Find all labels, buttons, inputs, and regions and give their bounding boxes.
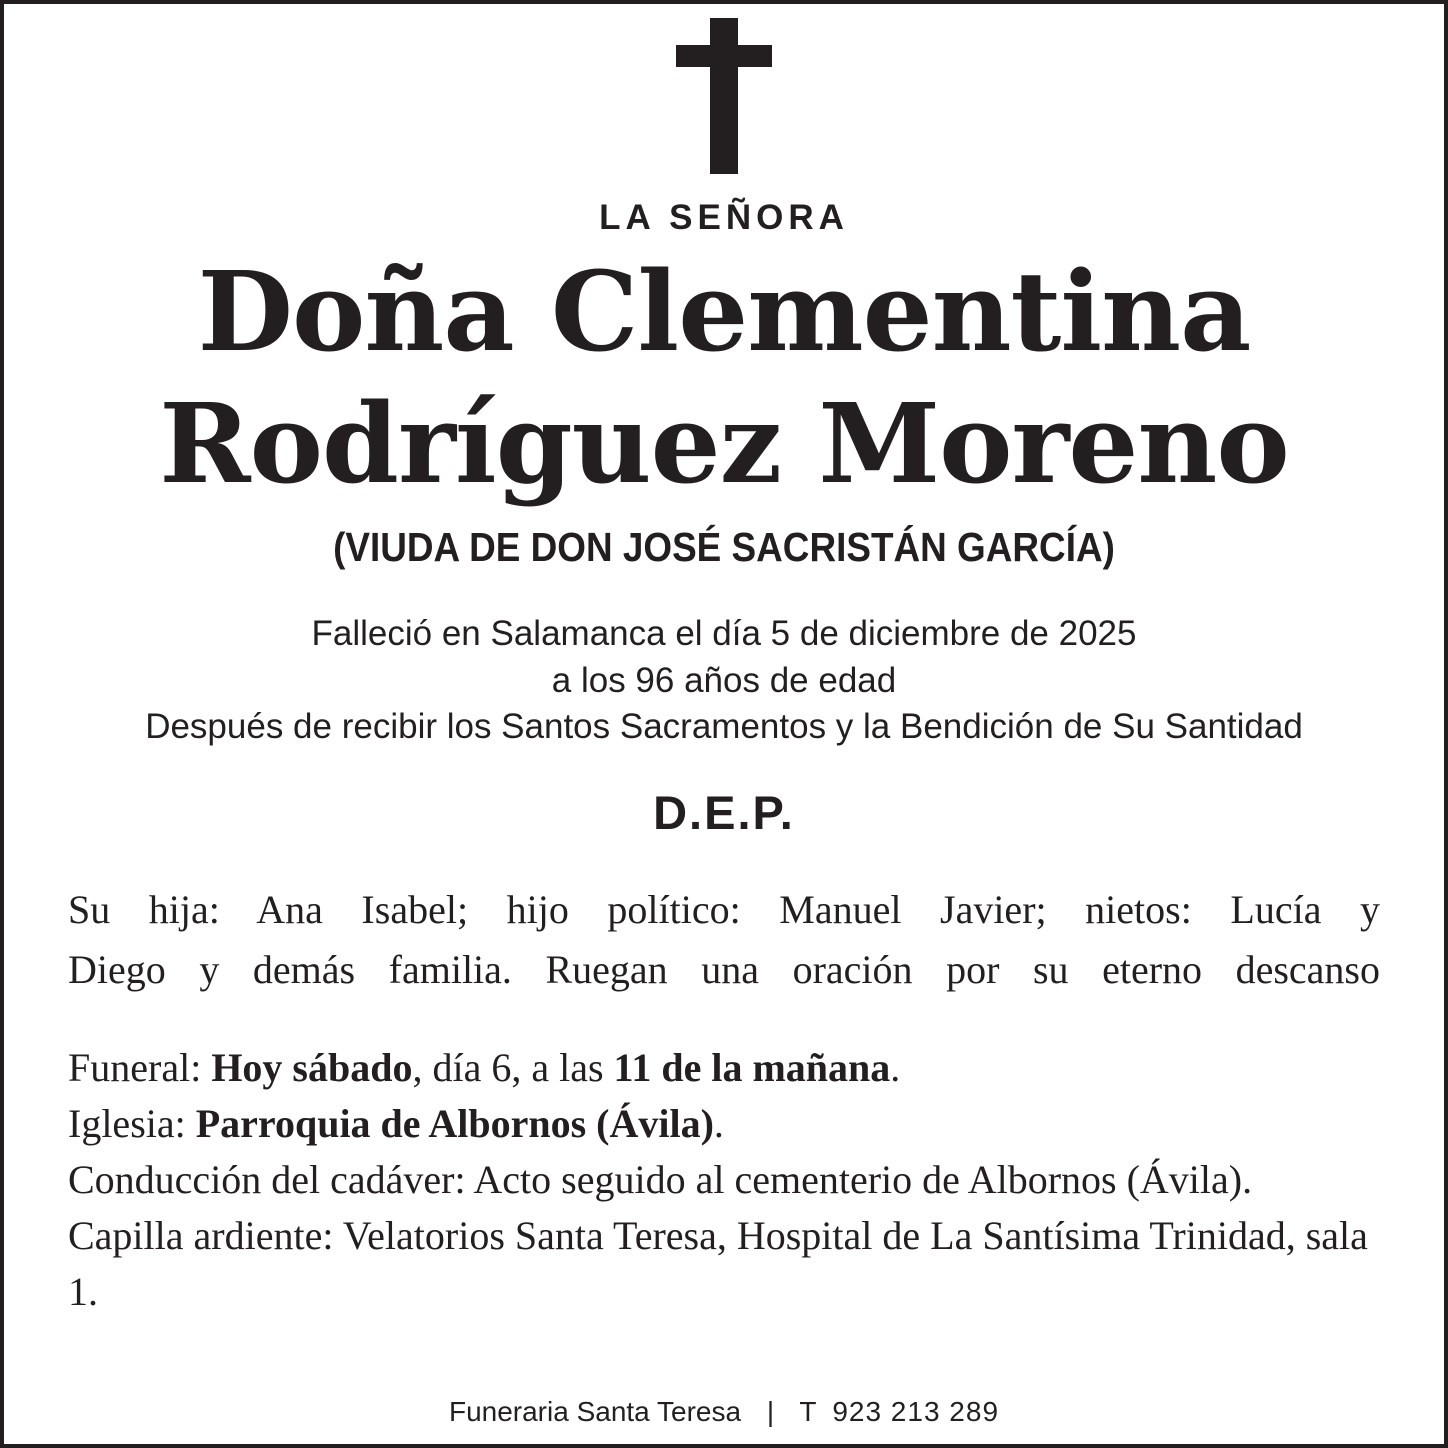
widow-relation: (VIUDA DE DON JOSÉ SACRISTÁN GARCÍA) [333,524,1115,571]
deceased-name-line-2: Rodríguez Moreno [159,379,1289,509]
death-info [4,611,1444,750]
service-line-funeral: Funeral: Hoy sábado, día 6, a las 11 de la mañana. [68,1045,901,1090]
service-line-church: Iglesia: Parroquia de Albornos (Ávila). [68,1101,724,1146]
footer-separator: | [766,1396,775,1427]
honorific-title: LA SEÑORA [599,198,849,237]
service-line-chapel: Capilla ardiente: Velatorios Santa Teresa, Hospital de La Santísima Trinidad, sala 1. [68,1213,1368,1314]
family-paragraph [68,880,1380,1000]
phone-number: 923 213 289 [832,1396,1000,1427]
funeral-home-name: Funeraria Santa Teresa [448,1396,742,1427]
phone-label: T [799,1396,817,1427]
dep-abbreviation: D.E.P. [653,785,795,839]
family-line: Su hija: Ana Isabel; hijo político: Manuel Javier; nietos: Lucía y [68,887,1380,932]
cross-icon [676,18,772,174]
family-line: Diego y demás familia. Ruegan una oración por su eterno descanso [68,947,1380,992]
death-sacraments: Después de recibir los Santos Sacramentos y la Bendición de Su Santidad [145,706,1303,746]
deceased-name-line-1: Doña Clementina [197,247,1251,377]
death-age: a los 96 años de edad [551,660,897,700]
service-details [68,1040,1380,1320]
deceased-name [4,246,1444,510]
service-line-burial: Conducción del cadáver: Acto seguido al cementerio de Albornos (Ávila). [68,1157,1253,1202]
death-place-date: Falleció en Salamanca el día 5 de diciembre de 2025 [311,614,1137,654]
funeral-home-footer [4,1396,1444,1428]
